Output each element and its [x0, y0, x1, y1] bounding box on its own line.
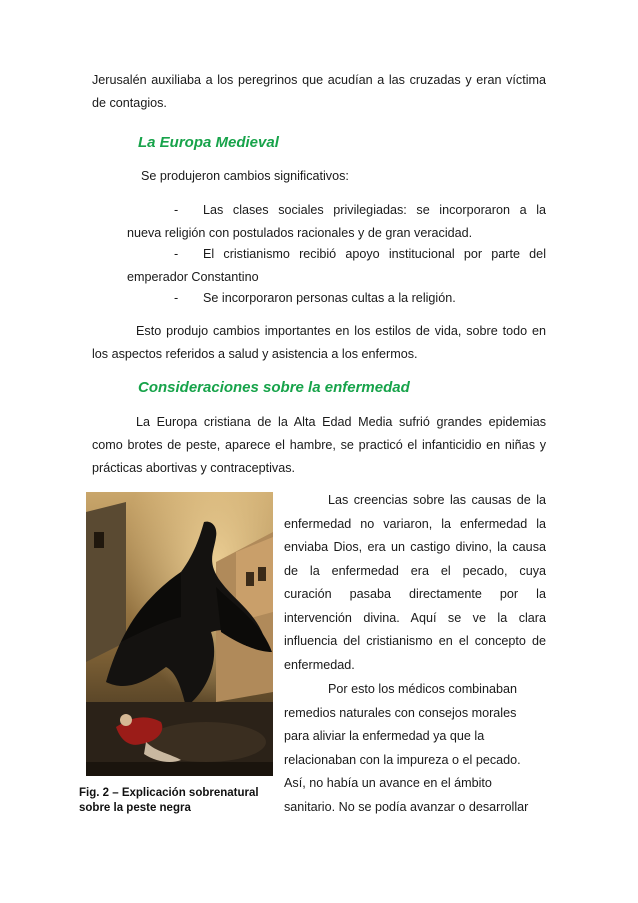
bullet-item-2 — [127, 243, 546, 288]
section2-line-1: La Europa cristiana de la Alta Edad Media sufrió grandes epidemias — [136, 415, 546, 429]
intro-line-1: Jerusalén auxiliaba a los peregrinos que acudían a las cruzadas y eran víctima — [92, 73, 546, 87]
section-heading-europa-medieval: La Europa Medieval — [138, 134, 279, 151]
conclusion-line-1: Esto produjo cambios importantes en los estilos de vida, sobre todo en — [136, 324, 546, 338]
bullet-item-3 — [127, 287, 546, 310]
section-heading-consideraciones: Consideraciones sobre la enfermedad — [138, 379, 410, 396]
plague-painting-image — [86, 492, 273, 776]
section2-paragraph — [92, 411, 546, 480]
col1-line-3: enviaba Dios, era un castigo divino, la causa — [284, 540, 546, 554]
bullet-dash: - — [174, 203, 179, 217]
col2-line-6: sanitario. No se podía avanzar o desarrollar — [284, 799, 529, 814]
col2-line-2: remedios naturales con consejos morales — [284, 705, 517, 720]
bullet-dash: - — [174, 291, 179, 305]
bullet-text-line-1: Se incorporaron personas cultas a la religión. — [203, 291, 456, 305]
figure-caption — [79, 786, 279, 816]
col1-line-5: curación pasaba directamente por la — [284, 587, 546, 601]
col2-line-3: para aliviar la enfermedad ya que la — [284, 729, 485, 743]
col2-line-5: Así, no había un avance en el ámbito — [284, 776, 492, 790]
caption-line-1: Fig. 2 – Explicación sobrenatural — [79, 787, 259, 799]
intro-line-2: de contagios. — [92, 95, 167, 110]
bullet-item-1 — [127, 199, 546, 244]
col1-line-4: de la enfermedad era el pecado, cuya — [284, 563, 546, 578]
section1-conclusion — [92, 320, 546, 365]
column-paragraph-1 — [284, 489, 546, 677]
section2-line-3: prácticas abortivas y contraceptivas. — [92, 461, 295, 475]
section1-lead: Se produjeron cambios significativos: — [141, 169, 349, 183]
intro-paragraph — [92, 69, 546, 114]
column-paragraph-2 — [284, 678, 546, 819]
col1-line-6: intervención divina. Aquí se ve la clara — [284, 610, 546, 625]
col1-line-2: enfermedad no variaron, la enfermedad la — [284, 516, 546, 531]
bullet-dash: - — [174, 247, 179, 261]
conclusion-line-2: los aspectos referidos a salud y asistencia a los enfermos. — [92, 346, 418, 361]
section2-line-2: como brotes de peste, aparece el hambre, se practicó el infanticidio en niñas y — [92, 438, 546, 452]
col2-line-1: Por esto los médicos combinaban — [328, 682, 518, 696]
bullet-text-line-1: El cristianismo recibió apoyo institucional por parte del — [203, 247, 546, 261]
bullet-text-line-2: emperador Constantino — [127, 269, 259, 284]
col1-line-7: influencia del cristianismo en el concepto de — [284, 634, 546, 648]
col2-line-4: relacionaban con la impureza o el pecado. — [284, 752, 521, 767]
col1-line-8: enfermedad. — [284, 657, 355, 672]
bullet-text-line-1: Las clases sociales privilegiadas: se incorporaron a la — [203, 203, 546, 217]
caption-line-2: sobre la peste negra — [79, 802, 191, 814]
col1-line-1: Las creencias sobre las causas de la — [328, 493, 546, 507]
bullet-text-line-2: nueva religión con postulados racionales y de gran veracidad. — [127, 225, 473, 240]
